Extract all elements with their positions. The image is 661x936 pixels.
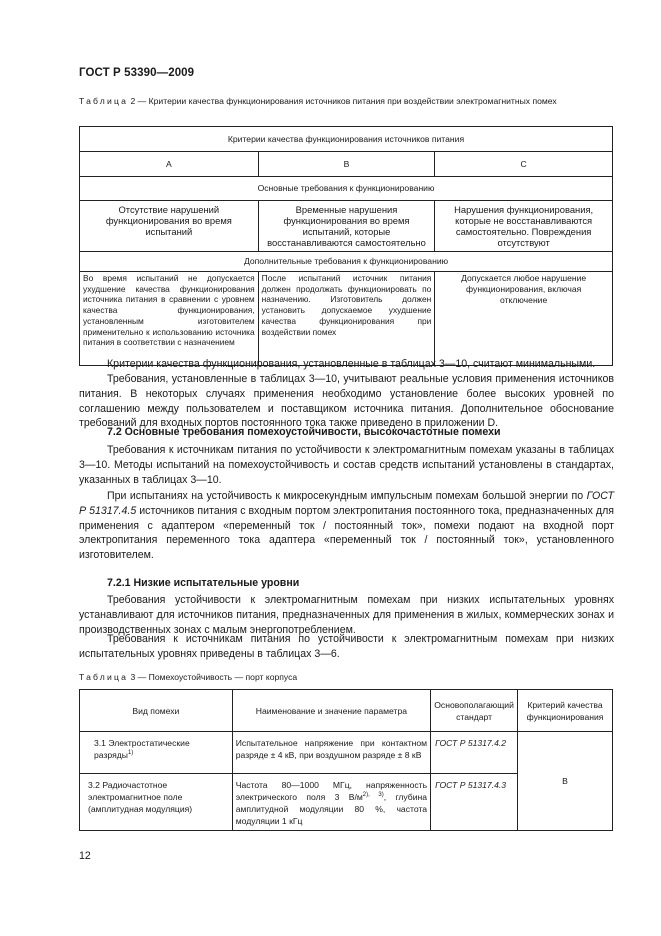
document-header: ГОСТ Р 53390—2009 (79, 67, 195, 79)
table-2 (79, 126, 613, 366)
table2-caption-label: Таблица (79, 96, 129, 106)
table2-basic-b: Временные нарушения функционирования во время испытаний, которые восстанавливаются самостоятельно (258, 201, 435, 252)
standard-ref-51317-4-5: ГОСТ Р 51317.4.5 (79, 490, 614, 517)
table2-caption-text: 2 — Критерии качества функционирования источников питания при воздействии электромагнитных помех (130, 96, 557, 106)
paragraph-requirements: Требования, установленные в таблицах 3—10, учитывают реальные условия применения источников питания. В некоторых случаях применения необходимо установление более высоких уровней по соглашению между пользователем и поставщиком источника питания. Дополнительное обоснование требований для входных портов постоянного тока также приведено в приложении D. (79, 373, 614, 430)
table3-row1-kind-note: 1) (127, 750, 134, 757)
table2-extra-c: Допускается любое нарушение функционирования, включая отключение (435, 272, 613, 366)
table3-row2-param-text-b: , глубина амплитудной модуляции 80 %, частота модуляции 1 кГц (235, 792, 428, 826)
paragraph-surge-tests (79, 489, 614, 563)
paragraph-low-levels: Требования устойчивости к электромагнитным помехам при низких испытательных уровнях устанавливают для источников питания, предназначенных для применения в жилых, коммерческих зонах и производственных зонах с малым энергопотреблением. (79, 594, 614, 636)
paragraph-surge-text-a: При испытаниях на устойчивость к микросекундным импульсным помехам большой энергии по (107, 490, 584, 502)
table3-criterion: B (518, 732, 613, 831)
table3-header-kind: Вид помехи (80, 690, 233, 732)
table2-col-b: B (258, 152, 435, 177)
table3-row2-param-note: 2), 3) (362, 792, 384, 799)
table2-extra-b: После испытаний источник питания должен продолжать функционировать по назначению. Изготовитель должен установить допускаемое ухудшение качества функционирования при воздействии помех (258, 272, 435, 366)
table3-row2-param (232, 774, 430, 831)
table3-row2-standard: ГОСТ Р 51317.4.3 (431, 774, 518, 831)
table2-title: Критерии качества функционирования источников питания (80, 127, 613, 152)
table3-row1-kind-text: 3.1 Электростатические разряды (94, 738, 190, 760)
paragraph-low-levels-tables: Требования к источникам питания по устойчивости к электромагнитным помехам при низких испытательных уровнях приведены в таблицах 3—6. (79, 633, 614, 660)
table3-header-criterion: Критерий качества функционирования (518, 690, 613, 732)
table2-basic-a: Отсутствие нарушений функционирования во время испытаний (80, 201, 259, 252)
table2-extra-a: Во время испытаний не допускается ухудшение качества функционирования источника питания в сравнении с уровнем качества функционирования, установленным изготовителем применительно к использованию источника питания в соответствии с назначением (80, 272, 259, 366)
page-number: 12 (79, 850, 91, 862)
table3-caption-label: Таблица (79, 672, 129, 682)
table2-col-a: A (80, 152, 259, 177)
table2-basic-c: Нарушения функционирования, которые не восстанавливаются самостоятельно. Повреждения отсутствуют (435, 201, 613, 252)
table3-header-standard: Основополагающий стандарт (431, 690, 518, 732)
table2-extra-title: Дополнительные требования к функционированию (80, 252, 613, 272)
table3-caption (79, 672, 297, 684)
table2-col-c: C (435, 152, 613, 177)
table3-caption-text: 3 — Помехоустойчивость — порт корпуса (130, 672, 298, 682)
paragraph-immunity-tables: Требования к источникам питания по устойчивости к электромагнитным помехам указаны в таблицах 3—10. Методы испытаний на помехоустойчивость и состав средств испытаний установлены в стандартах, указанных в таблицах 3—10. (79, 444, 614, 486)
table-3 (79, 689, 613, 831)
table3-row2-param-text-a: Частота 80—1000 МГц, напряженность электрического поля 3 В/м (235, 780, 428, 802)
paragraph-criteria-min: Критерии качества функционирования, установленные в таблицах 3—10, считают минимальными. (107, 358, 596, 370)
table3-row1-standard: ГОСТ Р 51317.4.2 (431, 732, 518, 774)
table3-row1-kind (80, 732, 233, 774)
paragraph-surge-text-b: источников питания с входным портом электропитания постоянного тока, предназначенных для применения с адаптером «переменный ток / постоянный ток», помехи подают на входной порт электропитания переменного тока адаптера «переменный ток / постоянный ток», установленного изготовителем. (79, 504, 614, 562)
table3-row1-param: Испытательное напряжение при контактном разряде ± 4 кВ, при воздушном разряде ± 8 кВ (232, 732, 430, 774)
table3-row2-kind: 3.2 Радиочастотное электромагнитное поле (амплитудная модуляция) (80, 774, 233, 831)
table3-header-param: Наименование и значение параметра (232, 690, 430, 732)
table2-caption (79, 96, 614, 108)
section-7-2-heading: 7.2 Основные требования помехоустойчивости, высокочастотные помехи (107, 426, 501, 438)
section-7-2-1-heading: 7.2.1 Низкие испытательные уровни (107, 577, 300, 589)
table2-basic-title: Основные требования к функционированию (80, 177, 613, 201)
